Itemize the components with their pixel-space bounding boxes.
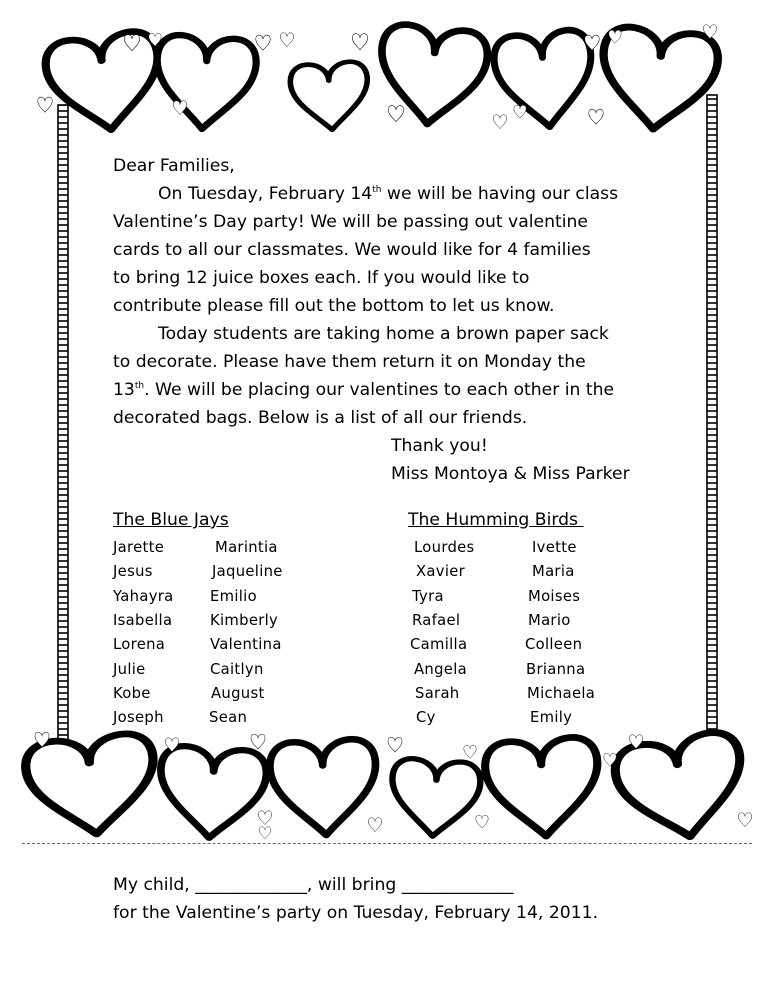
top-heart-row <box>43 22 721 137</box>
student-name: Caitlyn <box>210 661 264 678</box>
student-name: Emilio <box>210 588 257 605</box>
greeting: Dear Families, <box>113 156 235 176</box>
left-ladder-border <box>58 105 68 760</box>
return-slip-line-1: My child, _____________, will bring _____________ <box>113 875 514 895</box>
student-name: Ivette <box>532 539 577 556</box>
student-name: Jaqueline <box>212 563 283 580</box>
paragraph-1-line: Valentine’s Day party! We will be passing out valentine <box>113 212 588 232</box>
student-name: Joseph <box>113 709 164 726</box>
student-name: Brianna <box>526 661 586 678</box>
student-name: Mario <box>528 612 571 629</box>
student-name: Jesus <box>113 563 153 580</box>
paragraph-2-line: 13th. We will be placing our valentines to each other in the <box>113 380 615 400</box>
class-title-humming-birds: The Humming Birds <box>408 510 584 530</box>
paragraph-1-first-line: On Tuesday, February 14th we will be having our class <box>158 184 619 204</box>
student-name: Camilla <box>410 636 468 653</box>
student-name: August <box>211 685 265 702</box>
student-name: Maria <box>532 563 575 580</box>
return-slip-line-2: for the Valentine’s party on Tuesday, February 14, 2011. <box>113 903 599 923</box>
student-name: Marintia <box>215 539 278 556</box>
student-name: Tyra <box>412 588 444 605</box>
paragraph-2-line: decorated bags. Below is a list of all our friends. <box>113 408 528 428</box>
signature: Miss Montoya & Miss Parker <box>391 464 630 484</box>
paragraph-1-line: contribute please fill out the bottom to let us know. <box>113 296 555 316</box>
student-name: Lourdes <box>414 539 475 556</box>
student-name: Lorena <box>113 636 166 653</box>
student-name: Cy <box>416 709 436 726</box>
student-name: Moises <box>528 588 581 605</box>
student-name: Sarah <box>415 685 460 702</box>
student-name: Emily <box>530 709 573 726</box>
student-name: Sean <box>209 709 248 726</box>
student-name: Isabella <box>113 612 173 629</box>
paragraph-1-line: cards to all our classmates. We would like for 4 families <box>113 240 591 260</box>
student-name: Rafael <box>412 612 461 629</box>
paragraph-1-line: to bring 12 juice boxes each. If you would like to <box>113 268 530 288</box>
student-name: Colleen <box>525 636 583 653</box>
student-name: Yahayra <box>113 588 174 605</box>
student-name: Xavier <box>416 563 466 580</box>
student-name: Michaela <box>527 685 596 702</box>
student-name: Kobe <box>113 685 151 702</box>
student-name: Valentina <box>210 636 282 653</box>
closing: Thank you! <box>391 436 488 456</box>
class-title-blue-jays: The Blue Jays <box>113 510 229 530</box>
cut-line <box>22 843 752 844</box>
student-name: Jarette <box>113 539 165 556</box>
right-ladder-border <box>707 95 717 755</box>
student-name: Julie <box>113 661 146 678</box>
student-name: Angela <box>414 661 467 678</box>
bottom-heart-row <box>23 728 752 847</box>
student-name: Kimberly <box>210 612 279 629</box>
paragraph-2-first-line: Today students are taking home a brown paper sack <box>158 324 609 344</box>
paragraph-2-line: to decorate. Please have them return it on Monday the <box>113 352 586 372</box>
